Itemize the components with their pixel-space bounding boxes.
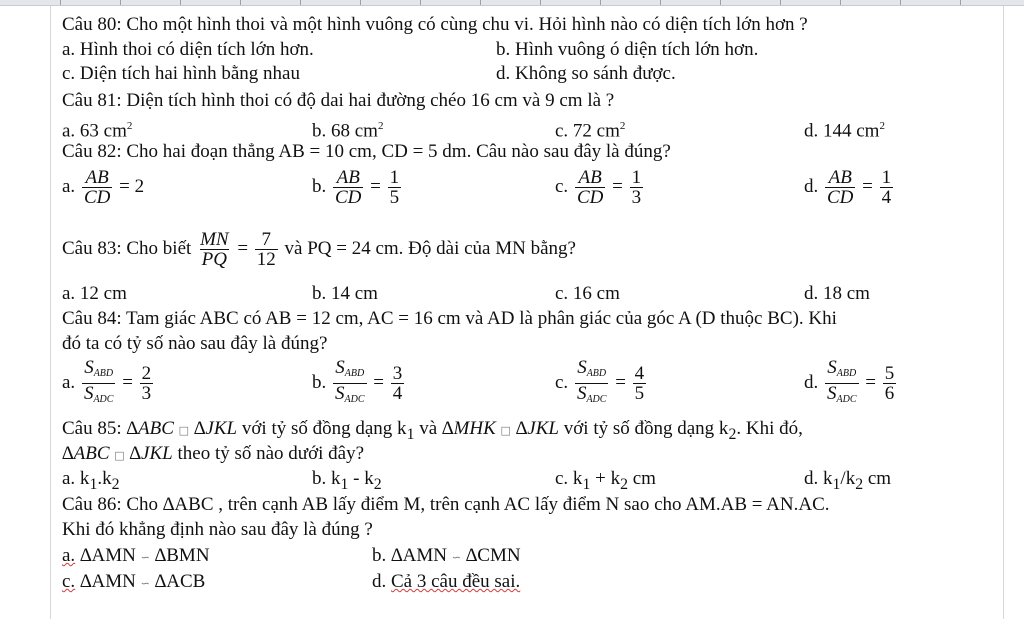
q82-option-d: d. $\frac{AB}{CD}$ = $\frac{1}{4}$	[804, 167, 892, 208]
q81-option-d: d. 144 $cm^2$	[804, 120, 885, 142]
q84-option-b: b. $\frac{S_{ABD}}{S_{ADC}}$ = $\frac{3}{4}$	[312, 358, 406, 409]
q86-option-b: b. ∆AMN ∽ ∆CMN	[372, 545, 521, 566]
q83-option-b: b. 14 cm	[312, 283, 378, 304]
q84-option-d: d. $\frac{S_{ABD}}{S_{ADC}}$ = $\frac{5}{6}$	[804, 358, 898, 409]
q81-option-b: b. 68 $cm^2$	[312, 120, 384, 142]
page-right-edge	[1003, 6, 1004, 619]
question-80: Câu 80: Cho một hình thoi và một hình vuông có cùng chu vi. Hỏi hình nào có diện tích lớn hơn ?	[62, 14, 808, 35]
q86-option-c: c. ∆AMN ∽ ∆ACB	[62, 571, 206, 592]
q83-option-c: c. 16 cm	[555, 283, 620, 304]
document-page	[62, 8, 992, 616]
question-84-line-1: Câu 84: Tam giác ABC có AB = 12 cm, AC = 16 cm và AD là phân giác của góc A (D thuộc BC). Khi	[62, 308, 837, 329]
top-ruler[interactable]	[0, 0, 1024, 6]
question-86-line-2: Khi đó khẳng định nào sau đây là đúng ?	[62, 519, 373, 540]
q83-option-a: a. 12 cm	[62, 283, 127, 304]
q85-option-a: a. $k_1.k_2$	[62, 468, 120, 493]
q82-option-a: a. $\frac{AB}{CD}$ = 2	[62, 167, 145, 208]
q85-option-b: b. $k_1 - k_2$	[312, 468, 382, 493]
q80-option-c: c. Diện tích hai hình bằng nhau	[62, 63, 300, 84]
question-86-line-1: Câu 86: Cho ∆ABC , trên cạnh AB lấy điểm M, trên cạnh AC lấy điểm N sao cho AM.AB = AN.AC.	[62, 494, 830, 515]
q80-option-b: b. Hình vuông ó diện tích lớn hơn.	[496, 39, 759, 60]
q80-option-a: a. Hình thoi có diện tích lớn hơn.	[62, 39, 314, 60]
q80-option-d: d. Không so sánh được.	[496, 63, 676, 84]
q86-option-d: d. Cả 3 câu đều sai.	[372, 571, 521, 592]
q85-option-c: c. $k_1 + k_2$ cm	[555, 468, 656, 493]
q86-option-a: a. ∆AMN ∽ ∆BMN	[62, 545, 210, 566]
q84-option-a: a. $\frac{S_{ABD}}{S_{ADC}}$ = $\frac{2}{3}$	[62, 358, 155, 409]
page-left-edge	[50, 6, 51, 619]
question-85-line-2: ∆ABC □ ∆JKL theo tỷ số nào dưới đây?	[62, 443, 365, 464]
q84-option-c: c. $\frac{S_{ABD}}{S_{ADC}}$ = $\frac{4}{5}$	[555, 358, 648, 409]
question-83: Câu 83: Cho biết $\frac{MN}{PQ}$ = $\frac{7}{12}$ và PQ = 24 cm. Độ dài của MN bằng?	[62, 229, 576, 270]
q82-option-c: c. $\frac{AB}{CD}$ = $\frac{1}{3}$	[555, 167, 642, 208]
q85-option-d: d. $k_1/k_2$ cm	[804, 468, 892, 493]
q82-option-b: b. $\frac{AB}{CD}$ = $\frac{1}{5}$	[312, 167, 400, 208]
question-85-line-1: Câu 85: ∆ABC □ ∆JKL với tỷ số đồng dạng $k_1$ và ∆MHK □ ∆JKL với tỷ số đồng dạng $k_2$. Khi đó,	[62, 418, 803, 443]
question-84-line-2: đó ta có tỷ số nào sau đây là đúng?	[62, 333, 328, 354]
question-82: Câu 82: Cho hai đoạn thẳng AB = 10 cm, CD = 5 dm. Câu nào sau đây là đúng?	[62, 141, 671, 162]
question-81: Câu 81: Diện tích hình thoi có độ dai hai đường chéo 16 cm và 9 cm là ?	[62, 90, 615, 111]
q81-option-a: a. 63 $cm^2$	[62, 120, 133, 142]
q81-option-c: c. 72 $cm^2$	[555, 120, 626, 142]
q83-option-d: d. 18 cm	[804, 283, 870, 304]
